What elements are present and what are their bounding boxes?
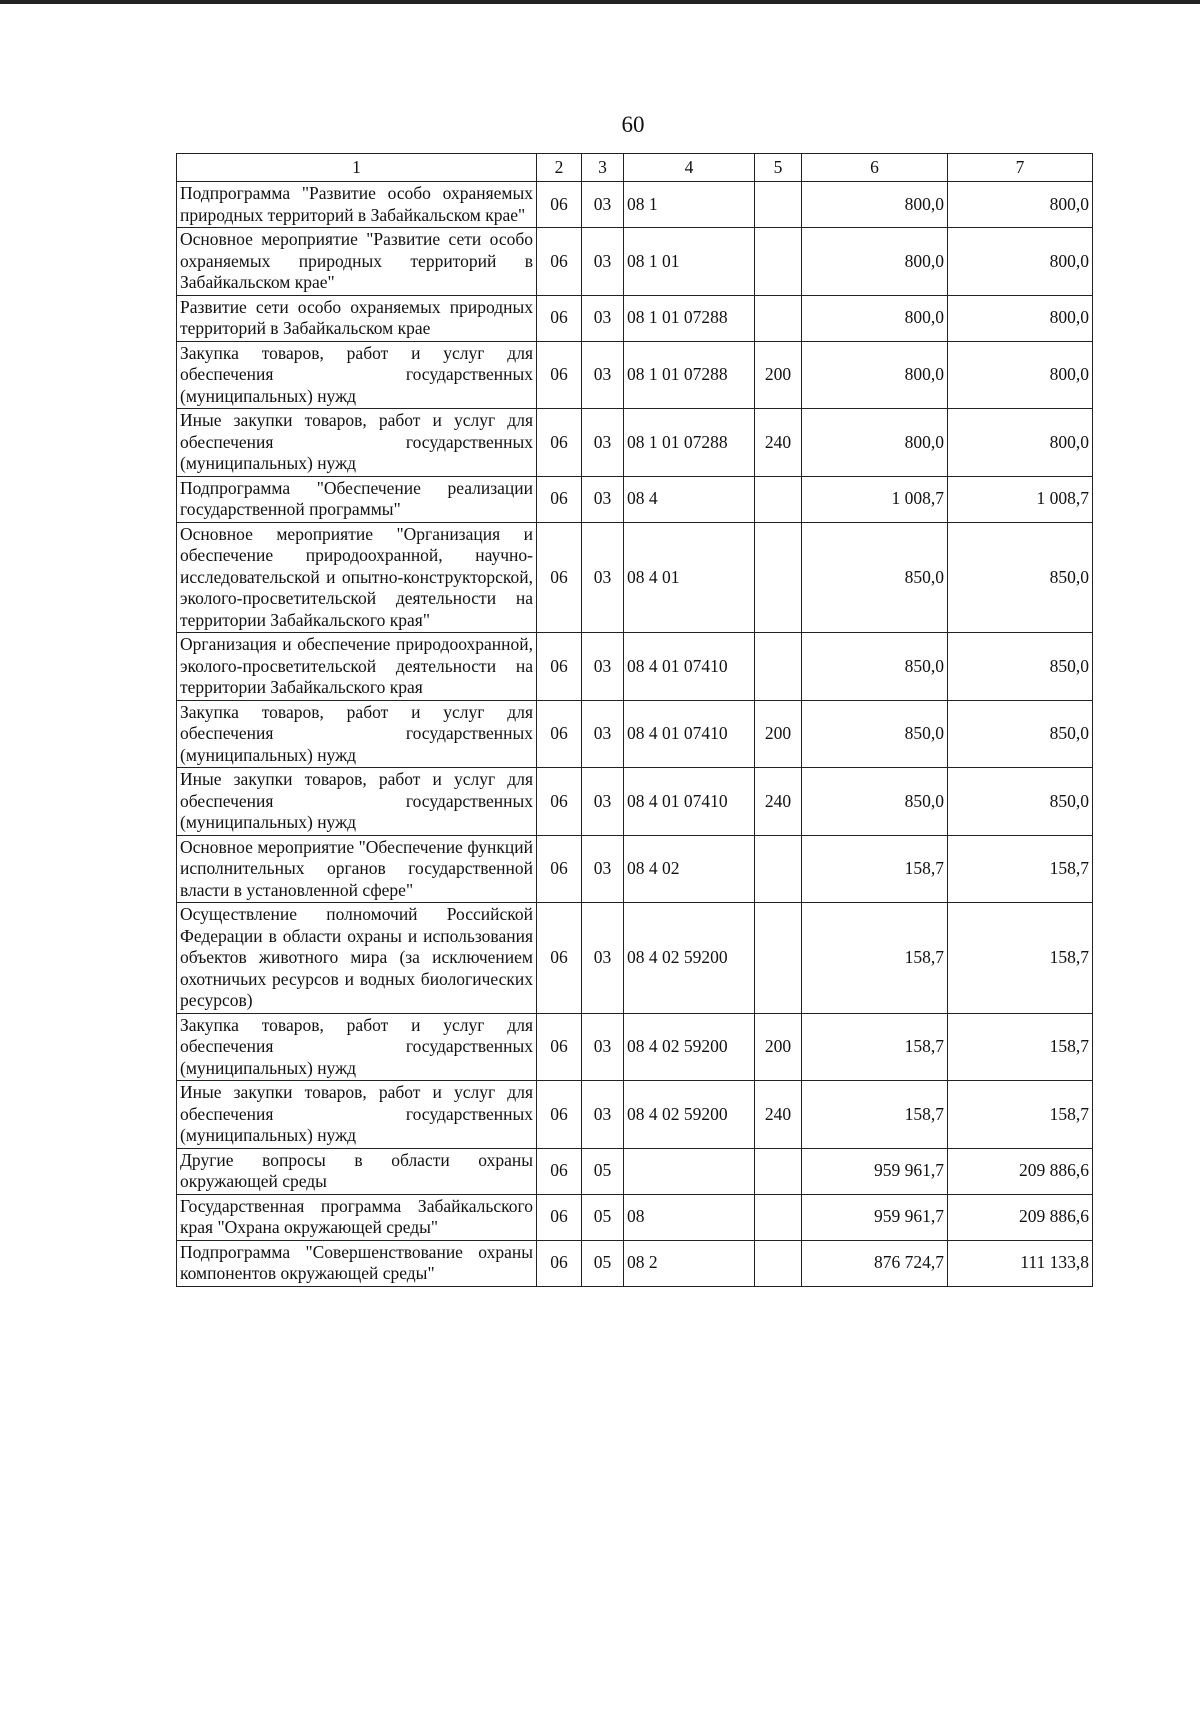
row-amount-1: 158,7 xyxy=(802,1081,948,1149)
row-amount-1: 850,0 xyxy=(802,522,948,633)
row-expense-type: 200 xyxy=(755,700,802,768)
row-expense-type: 240 xyxy=(755,409,802,477)
row-subsection: 05 xyxy=(582,1148,624,1194)
row-section: 06 xyxy=(537,1013,582,1081)
row-section: 06 xyxy=(537,182,582,228)
row-expense-type xyxy=(755,835,802,903)
row-amount-2: 158,7 xyxy=(948,1013,1093,1081)
table-row xyxy=(177,1081,1093,1149)
row-target-article: 08 2 xyxy=(624,1240,755,1286)
row-amount-2: 158,7 xyxy=(948,835,1093,903)
row-section: 06 xyxy=(537,633,582,701)
row-target-article: 08 1 01 xyxy=(624,228,755,296)
row-name: Иные закупки товаров, работ и услуг для обеспечения государственных (муниципальных) нужд xyxy=(177,768,537,836)
row-amount-1: 876 724,7 xyxy=(802,1240,948,1286)
row-subsection: 03 xyxy=(582,522,624,633)
row-section: 06 xyxy=(537,1194,582,1240)
table-row xyxy=(177,700,1093,768)
row-expense-type xyxy=(755,1194,802,1240)
row-target-article: 08 1 01 07288 xyxy=(624,409,755,477)
table-row xyxy=(177,476,1093,522)
row-subsection: 03 xyxy=(582,295,624,341)
row-expense-type: 200 xyxy=(755,341,802,409)
column-header: 6 xyxy=(802,154,948,182)
row-expense-type: 240 xyxy=(755,768,802,836)
row-target-article xyxy=(624,1148,755,1194)
row-section: 06 xyxy=(537,476,582,522)
table-row xyxy=(177,409,1093,477)
row-expense-type xyxy=(755,182,802,228)
row-amount-2: 800,0 xyxy=(948,409,1093,477)
row-name: Основное мероприятие "Развитие сети особо охраняемых природных территорий в Забайкальском крае" xyxy=(177,228,537,296)
row-amount-2: 850,0 xyxy=(948,522,1093,633)
row-name: Закупка товаров, работ и услуг для обеспечения государственных (муниципальных) нужд xyxy=(177,1013,537,1081)
row-target-article: 08 4 02 59200 xyxy=(624,1013,755,1081)
table-row xyxy=(177,182,1093,228)
row-amount-1: 158,7 xyxy=(802,835,948,903)
row-subsection: 03 xyxy=(582,633,624,701)
table-row xyxy=(177,903,1093,1014)
row-expense-type xyxy=(755,1240,802,1286)
row-amount-2: 158,7 xyxy=(948,1081,1093,1149)
row-expense-type: 200 xyxy=(755,1013,802,1081)
row-target-article: 08 4 02 59200 xyxy=(624,1081,755,1149)
row-target-article: 08 4 02 xyxy=(624,835,755,903)
table-row xyxy=(177,228,1093,296)
row-subsection: 03 xyxy=(582,182,624,228)
row-subsection: 05 xyxy=(582,1240,624,1286)
table-row xyxy=(177,522,1093,633)
row-expense-type: 240 xyxy=(755,1081,802,1149)
row-amount-2: 158,7 xyxy=(948,903,1093,1014)
table-row xyxy=(177,1148,1093,1194)
row-target-article: 08 4 01 07410 xyxy=(624,768,755,836)
column-header: 7 xyxy=(948,154,1093,182)
row-subsection: 03 xyxy=(582,700,624,768)
row-expense-type xyxy=(755,903,802,1014)
row-name: Основное мероприятие "Обеспечение функций исполнительных органов государственной власти в установленной сфере" xyxy=(177,835,537,903)
column-header: 4 xyxy=(624,154,755,182)
row-amount-2: 800,0 xyxy=(948,228,1093,296)
row-subsection: 03 xyxy=(582,228,624,296)
column-header: 2 xyxy=(537,154,582,182)
row-subsection: 03 xyxy=(582,409,624,477)
row-expense-type xyxy=(755,228,802,296)
row-target-article: 08 1 01 07288 xyxy=(624,341,755,409)
row-target-article: 08 4 01 xyxy=(624,522,755,633)
column-header: 3 xyxy=(582,154,624,182)
table-row xyxy=(177,835,1093,903)
column-header: 5 xyxy=(755,154,802,182)
row-name: Подпрограмма "Совершенствование охраны компонентов окружающей среды" xyxy=(177,1240,537,1286)
row-subsection: 03 xyxy=(582,341,624,409)
row-name: Подпрограмма "Обеспечение реализации государственной программы" xyxy=(177,476,537,522)
row-name: Закупка товаров, работ и услуг для обеспечения государственных (муниципальных) нужд xyxy=(177,700,537,768)
table-row xyxy=(177,341,1093,409)
row-amount-1: 850,0 xyxy=(802,700,948,768)
row-amount-2: 850,0 xyxy=(948,768,1093,836)
row-amount-1: 800,0 xyxy=(802,295,948,341)
page-number: 60 xyxy=(621,112,645,137)
row-amount-1: 800,0 xyxy=(802,341,948,409)
row-amount-1: 800,0 xyxy=(802,182,948,228)
row-subsection: 03 xyxy=(582,903,624,1014)
row-amount-1: 800,0 xyxy=(802,409,948,477)
row-name: Основное мероприятие "Организация и обеспечение природоохранной, научно-исследовательской и опытно-конструкторской, эколого-просветительской деятельности на территории Забайкальского края" xyxy=(177,522,537,633)
row-amount-1: 158,7 xyxy=(802,903,948,1014)
header-row xyxy=(177,154,1093,182)
row-section: 06 xyxy=(537,522,582,633)
row-target-article: 08 1 xyxy=(624,182,755,228)
row-expense-type xyxy=(755,633,802,701)
row-subsection: 03 xyxy=(582,835,624,903)
row-section: 06 xyxy=(537,228,582,296)
row-amount-2: 209 886,6 xyxy=(948,1194,1093,1240)
row-amount-1: 850,0 xyxy=(802,633,948,701)
table-row xyxy=(177,1240,1093,1286)
row-section: 06 xyxy=(537,903,582,1014)
row-amount-2: 800,0 xyxy=(948,341,1093,409)
table-row xyxy=(177,1194,1093,1240)
row-section: 06 xyxy=(537,1240,582,1286)
row-section: 06 xyxy=(537,295,582,341)
table-row xyxy=(177,295,1093,341)
row-target-article: 08 4 02 59200 xyxy=(624,903,755,1014)
page-top-border xyxy=(0,0,1200,4)
row-amount-1: 1 008,7 xyxy=(802,476,948,522)
row-target-article: 08 4 01 07410 xyxy=(624,700,755,768)
row-section: 06 xyxy=(537,700,582,768)
row-name: Осуществление полномочий Российской Федерации в области охраны и использования объектов животного мира (за исключением охотничьих ресурсов и водных биологических ресурсов) xyxy=(177,903,537,1014)
row-amount-2: 850,0 xyxy=(948,633,1093,701)
row-name: Иные закупки товаров, работ и услуг для обеспечения государственных (муниципальных) нужд xyxy=(177,409,537,477)
row-section: 06 xyxy=(537,1148,582,1194)
row-section: 06 xyxy=(537,1081,582,1149)
row-name: Иные закупки товаров, работ и услуг для обеспечения государственных (муниципальных) нужд xyxy=(177,1081,537,1149)
row-subsection: 03 xyxy=(582,1013,624,1081)
row-expense-type xyxy=(755,295,802,341)
row-subsection: 03 xyxy=(582,768,624,836)
row-section: 06 xyxy=(537,768,582,836)
table-row xyxy=(177,633,1093,701)
row-expense-type xyxy=(755,522,802,633)
column-header: 1 xyxy=(177,154,537,182)
row-amount-2: 800,0 xyxy=(948,182,1093,228)
row-amount-1: 959 961,7 xyxy=(802,1148,948,1194)
row-amount-2: 850,0 xyxy=(948,700,1093,768)
row-amount-1: 850,0 xyxy=(802,768,948,836)
row-amount-1: 158,7 xyxy=(802,1013,948,1081)
row-target-article: 08 4 01 07410 xyxy=(624,633,755,701)
row-expense-type xyxy=(755,1148,802,1194)
row-amount-2: 209 886,6 xyxy=(948,1148,1093,1194)
row-amount-1: 800,0 xyxy=(802,228,948,296)
row-expense-type xyxy=(755,476,802,522)
row-amount-2: 800,0 xyxy=(948,295,1093,341)
row-target-article: 08 xyxy=(624,1194,755,1240)
row-name: Другие вопросы в области охраны окружающей среды xyxy=(177,1148,537,1194)
row-name: Организация и обеспечение природоохранной, эколого-просветительской деятельности на территории Забайкальского края xyxy=(177,633,537,701)
row-section: 06 xyxy=(537,341,582,409)
row-amount-1: 959 961,7 xyxy=(802,1194,948,1240)
row-name: Закупка товаров, работ и услуг для обеспечения государственных (муниципальных) нужд xyxy=(177,341,537,409)
row-subsection: 03 xyxy=(582,476,624,522)
row-subsection: 03 xyxy=(582,1081,624,1149)
budget-table xyxy=(176,153,1093,1287)
row-amount-2: 111 133,8 xyxy=(948,1240,1093,1286)
table-row xyxy=(177,768,1093,836)
row-section: 06 xyxy=(537,835,582,903)
table-row xyxy=(177,1013,1093,1081)
row-target-article: 08 1 01 07288 xyxy=(624,295,755,341)
row-amount-2: 1 008,7 xyxy=(948,476,1093,522)
row-name: Государственная программа Забайкальского края "Охрана окружающей среды" xyxy=(177,1194,537,1240)
row-name: Развитие сети особо охраняемых природных территорий в Забайкальском крае xyxy=(177,295,537,341)
row-section: 06 xyxy=(537,409,582,477)
row-name: Подпрограмма "Развитие особо охраняемых природных территорий в Забайкальском крае" xyxy=(177,182,537,228)
row-target-article: 08 4 xyxy=(624,476,755,522)
row-subsection: 05 xyxy=(582,1194,624,1240)
